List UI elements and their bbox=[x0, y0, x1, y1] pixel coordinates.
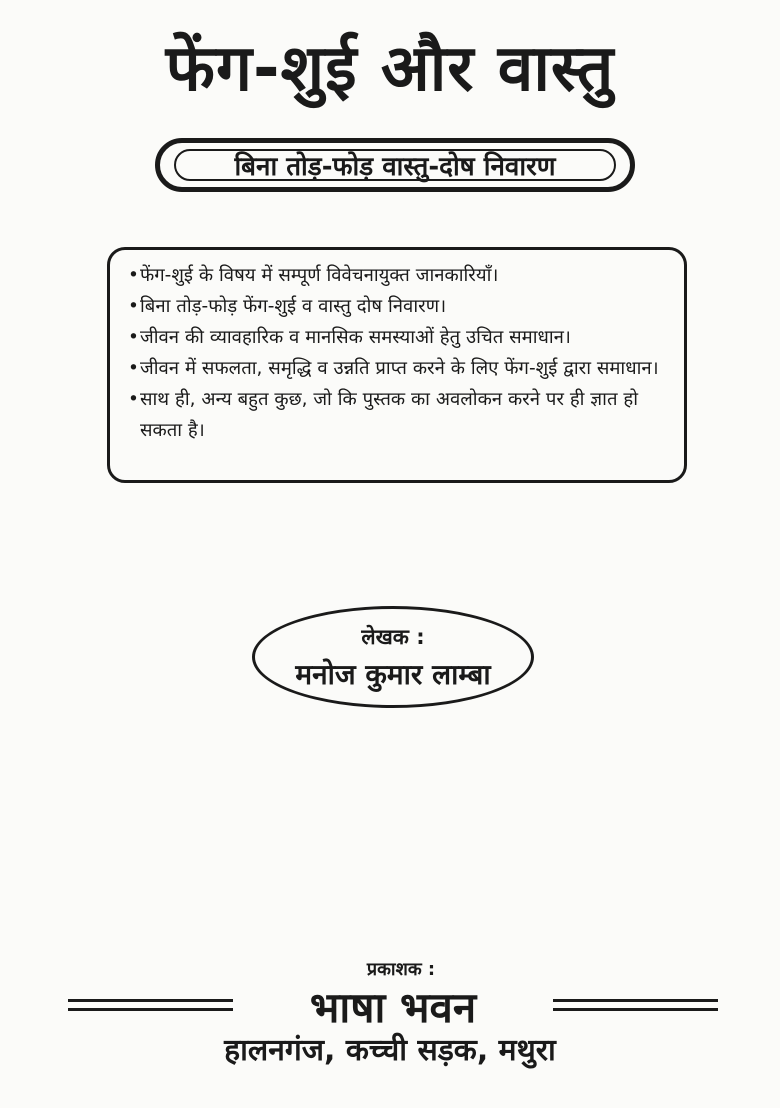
subtitle-text: बिना तोड़-फोड़ वास्तु-दोष निवारण bbox=[174, 149, 616, 181]
publisher-address: हालनगंज, कच्ची सड़क, मथुरा bbox=[224, 1033, 556, 1068]
features-box bbox=[107, 247, 687, 483]
feature-text: फेंग-शुई के विषय में सम्पूर्ण विवेचनायुक्त जानकारियाँ। bbox=[140, 265, 499, 286]
right-double-rule bbox=[553, 999, 718, 1011]
bullet-icon: • bbox=[128, 296, 139, 317]
feature-item bbox=[128, 291, 666, 322]
feature-text: जीवन में सफलता, समृद्धि व उन्नति प्राप्त करने के लिए फेंग-शुई द्वारा समाधान। bbox=[140, 358, 659, 379]
feature-text: जीवन की व्यावहारिक व मानसिक समस्याओं हेतु उचित समाधान। bbox=[140, 327, 571, 348]
publisher-name: भाषा भवन bbox=[309, 983, 477, 1032]
feature-text: साथ ही, अन्य बहुत कुछ, जो कि पुस्तक का अवलोकन करने पर ही ज्ञात हो सकता है। bbox=[140, 389, 639, 441]
author-name: मनोज कुमार लाम्बा bbox=[295, 658, 491, 691]
bullet-icon: • bbox=[128, 358, 139, 379]
bullet-icon: • bbox=[128, 327, 139, 348]
publisher-label: प्रकाशक : bbox=[366, 959, 436, 980]
feature-item bbox=[128, 353, 666, 384]
publisher-row bbox=[68, 980, 718, 1030]
bullet-icon: • bbox=[128, 265, 139, 286]
bullet-icon: • bbox=[128, 389, 139, 410]
feature-item bbox=[128, 384, 666, 446]
author-oval bbox=[252, 606, 534, 708]
feature-text: बिना तोड़-फोड़ फेंग-शुई व वास्तु दोष निवारण। bbox=[140, 296, 447, 317]
feature-item bbox=[128, 322, 666, 353]
book-title: फेंग-शुई और वास्तु bbox=[165, 32, 615, 106]
feature-item bbox=[128, 260, 666, 291]
author-label: लेखक : bbox=[361, 625, 425, 649]
subtitle-banner bbox=[155, 138, 635, 192]
